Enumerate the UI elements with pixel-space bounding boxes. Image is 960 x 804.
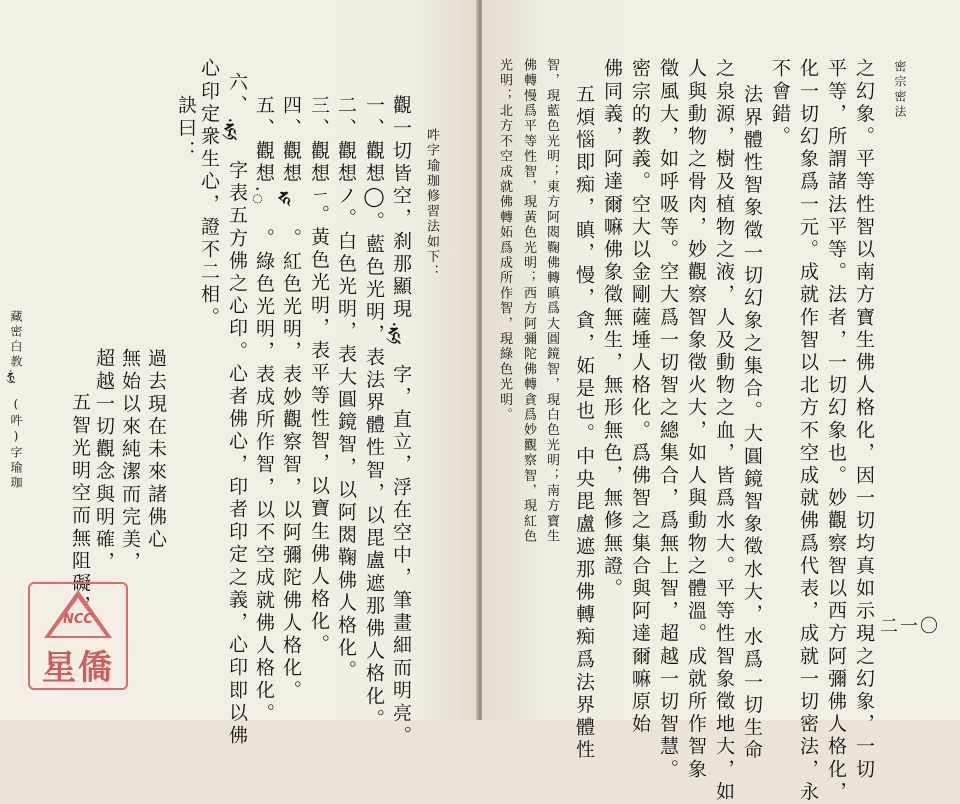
right-running-header: 密宗密法 [893, 60, 907, 120]
text-column: 化一切幻象爲一元。成就作智以北方不空成就佛爲代表，成就一切密法，永 [797, 58, 819, 804]
note-column: 智，現藍色光明；東方阿閦鞠佛轉瞋爲大圓鏡智，現白色光明；南方寶生 [544, 58, 559, 545]
verse-line: 五智光明空而無阻礙， [69, 392, 91, 618]
text-column: 五煩惱即痴，瞋，慢，貪，妬是也。中央毘盧遮那佛轉痴爲法界體性 [573, 84, 595, 762]
text-column: 一、觀想◯。藍色光明，表法界體性智，以毘盧遮那佛人格化。 [363, 95, 385, 731]
verse-line: 超越一切觀念與明確， [93, 348, 115, 574]
text-column: 吽字瑜珈修習法如下： [424, 128, 439, 280]
text-column: 觀一切皆空，刹那顯現𑖮𑖳𑖽字，直立，浮在空中，筆畫細而明亮。 [390, 95, 412, 748]
seal-name: 星僑 [42, 648, 114, 688]
text-column: 之幻象。平等性智以南方寶生佛人格化，因一切均真如示現之幻象，一切 [853, 58, 875, 782]
text-column: 之泉源，樹及植物之液，人及動物之血，皆爲水大。平等性智象徵地大，如 [713, 58, 735, 804]
left-running-header: 藏密白教𑖮𑖳𑖽(吽)字瑜珈 [9, 310, 23, 491]
verse-line: 過去現在未來諸佛心 [145, 348, 167, 552]
text-column: 徵風大，如呼吸等。空大爲一切智之總集合，爲無上智，超越一切智慧。 [657, 58, 679, 782]
ncc-seal [28, 582, 128, 690]
text-column: 法界體性智象徵一切幻象之集合。大圓鏡智象徵水大，水爲一切生命 [741, 84, 763, 762]
page-number: 二一〇 [880, 616, 940, 637]
text-column: 四、觀想𑖮。紅色光明，表妙觀察智，以阿彌陀佛人格化。 [280, 95, 302, 703]
text-column: 二、觀想ノ。白色光明，表大圓鏡智，以阿閦鞠佛人格化。 [335, 95, 357, 683]
text-column: 六、𑖮𑖳𑖽字表五方佛之心印。心者佛心，印者印定之義，心印即以佛 [226, 72, 248, 748]
text-column: 訣曰： [175, 95, 197, 163]
text-column: 平等，所謂諸法平等。法者，一切幻象也。妙觀察智以西方阿彌佛人格化， [825, 58, 847, 804]
text-column: 佛同義，阿達爾嘛佛象徵無生，無形無色，無修無證。 [601, 58, 623, 601]
seal-abbr: NCC [63, 612, 93, 627]
left-page [0, 0, 478, 748]
text-column: 不會錯。 [769, 58, 791, 149]
note-column: 佛轉慢爲平等性智，現黃色光明；西方阿彌陀佛轉貪爲妙觀察智，現紅色 [521, 58, 536, 545]
text-column: 人與動物之骨肉，妙觀察智象徵火大，如人與動物之體溫。成就所作智象 [685, 58, 707, 782]
note-column: 光明；北方不空成就佛轉妬爲成所作智，現綠色光明。 [497, 58, 512, 423]
text-column: 密宗的教義。空大以金剛薩埵人格化。爲佛智之集合與阿達爾嘛原始 [629, 58, 651, 736]
text-column: 心印定衆生心，證不二相。 [198, 58, 220, 330]
verse-line: 無始以來純潔而完美， [119, 348, 141, 574]
text-column: 五、觀想𑖽。綠色光明，表成所作智，以不空成就佛人格化。 [253, 95, 275, 726]
text-column: 三、觀想ㄧ。黃色光明，表平等性智，以寶生佛人格化。 [308, 95, 330, 657]
